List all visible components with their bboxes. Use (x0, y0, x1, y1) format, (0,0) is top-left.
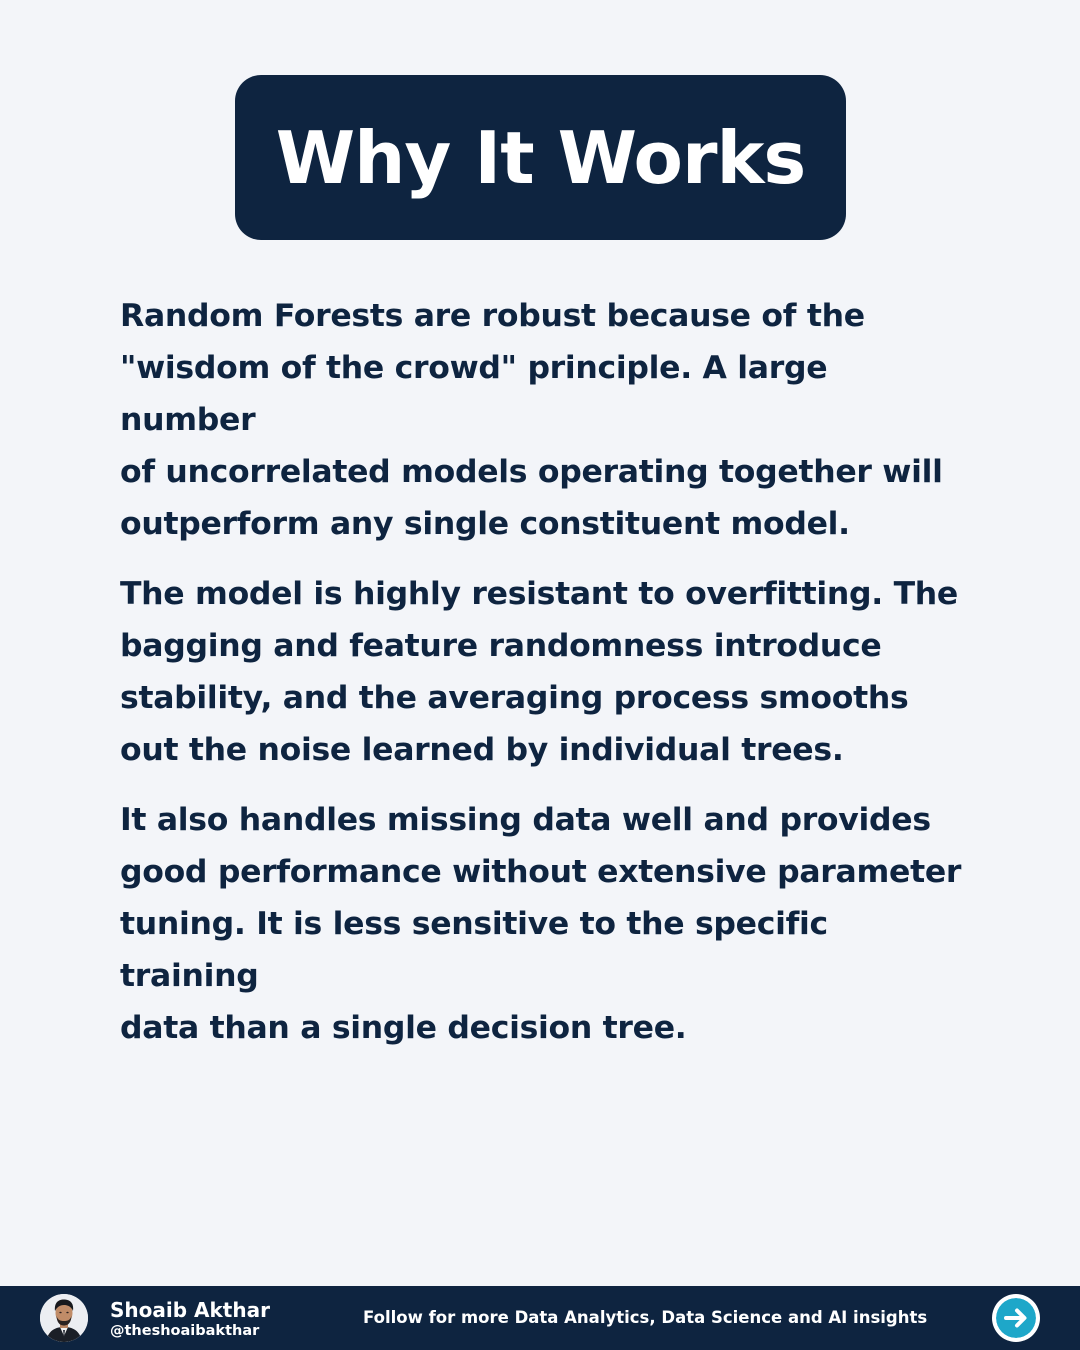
title-banner (235, 75, 846, 240)
page-title: Why It Works (275, 115, 806, 200)
content-body (120, 290, 970, 1072)
next-slide-button[interactable] (992, 1294, 1040, 1342)
paragraph-overfitting: The model is highly resistant to overfitting. The bagging and feature randomness introduce stability, and the averaging process smooths out the noise learned by individual trees. (120, 576, 958, 768)
footer-bar (0, 1286, 1080, 1350)
paragraph-missing-data: It also handles missing data well and provides good performance without extensive parameter tuning. It is less sensitive to the specific training data than a single decision tree. (120, 802, 962, 1046)
paragraph-wisdom-of-crowd: Random Forests are robust because of the "wisdom of the crowd" principle. A large number of uncorrelated models operating together will outperform any single constituent model. (120, 298, 943, 542)
avatar-portrait (40, 1294, 88, 1342)
author-name: Shoaib Akthar (110, 1298, 270, 1322)
avatar (40, 1294, 88, 1342)
follow-cta-text: Follow for more Data Analytics, Data Science and AI insights (363, 1308, 928, 1327)
author-handle: @theshoaibakthar (110, 1323, 260, 1339)
arrow-right-circle-icon (996, 1298, 1036, 1338)
